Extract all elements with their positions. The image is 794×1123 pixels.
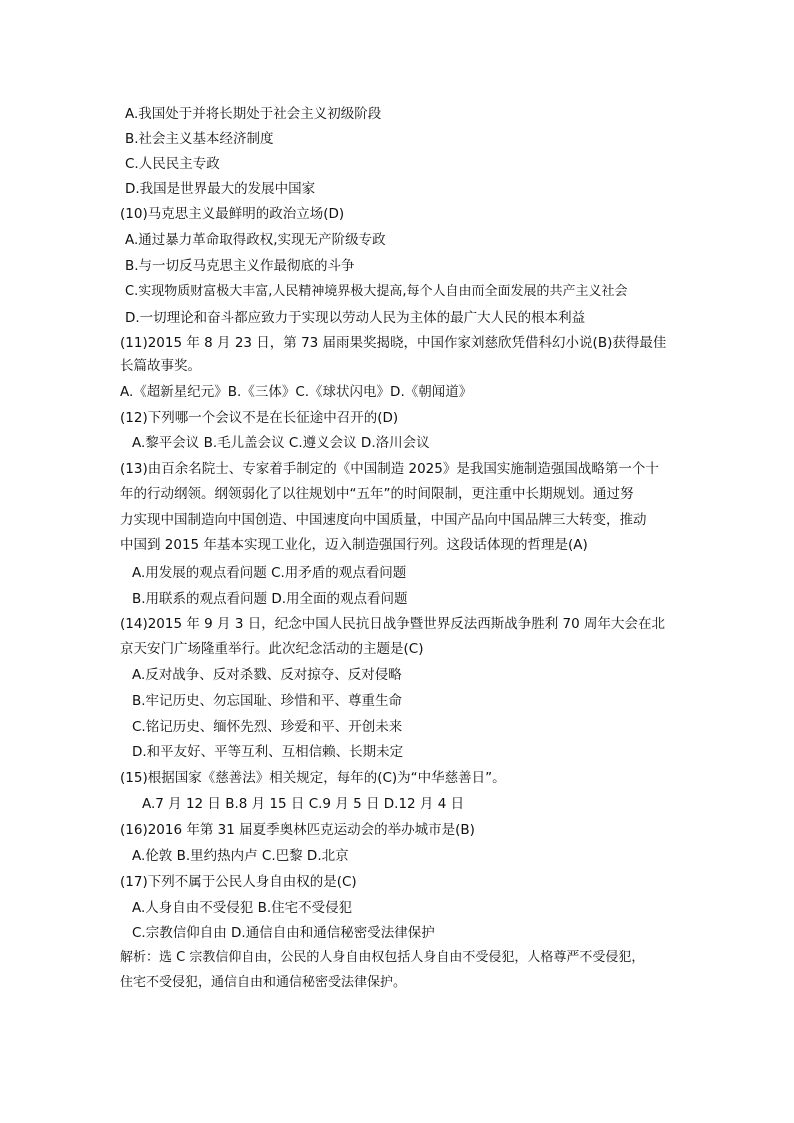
options-15: A.7 月 12 日 B.8 月 15 日 C.9 月 5 日 D.12 月 4 日 <box>142 796 465 812</box>
question-15: (15)根据国家《慈善法》相关规定，每年的(C)为“中华慈善日”。 <box>120 770 506 786</box>
option-10d: D.一切理论和奋斗都应致力于实现以劳动人民为主体的最广大人民的根本利益 <box>125 310 586 326</box>
option-14d: D.和平友好、平等互利、互相信赖、长期未定 <box>132 744 404 760</box>
option-9c: C.人民民主专政 <box>125 156 220 172</box>
question-11: (11)2015 年 8 月 23 日，第 73 届雨果奖揭晓，中国作家刘慈欣凭借科幻小说(B)获得最佳 <box>120 335 667 351</box>
question-16: (16)2016 年第 31 届夏季奥林匹克运动会的举办城市是(B) <box>120 822 475 838</box>
option-10c: C.实现物质财富极大丰富,人民精神境界极大提高,每个人自由而全面发展的共产主义社会 <box>125 284 628 299</box>
option-9d: D.我国是世界最大的发展中国家 <box>125 181 316 197</box>
options-17-cd: C.宗教信仰自由 D.通信自由和通信秘密受法律保护 <box>132 925 435 941</box>
options-13-ac: A.用发展的观点看问题 C.用矛盾的观点看问题 <box>132 565 407 581</box>
question-13-line1: (13)由百余名院士、专家着手制定的《中国制造 2025》是我国实施制造强国战略第一个十 <box>120 461 659 477</box>
options-16: A.伦敦 B.里约热内卢 C.巴黎 D.北京 <box>132 848 349 864</box>
question-13-line2: 年的行动纲领。纲领弱化了以往规划中“五年”的时间限制，更注重中长期规划。通过努 <box>120 486 634 502</box>
option-14b: B.牢记历史、勿忘国耻、珍惜和平、尊重生命 <box>132 693 403 709</box>
analysis-line2: 住宅不受侵犯，通信自由和通信秘密受法律保护。 <box>120 975 407 990</box>
question-10: (10)马克思主义最鲜明的政治立场(D) <box>120 206 345 222</box>
option-14a: A.反对战争、反对杀戮、反对掠夺、反对侵略 <box>132 667 402 683</box>
question-13-line3: 力实现中国制造向中国创造、中国速度向中国质量，中国产品向中国品牌三大转变，推动 <box>120 512 647 528</box>
options-17-ab: A.人身自由不受侵犯 B.住宅不受侵犯 <box>132 900 353 916</box>
option-10a: A.通过暴力革命取得政权,实现无产阶级专政 <box>125 232 386 248</box>
question-14-cont: 京天安门广场隆重举行。此次纪念活动的主题是(C) <box>120 641 424 657</box>
question-12: (12)下列哪一个会议不是在长征途中召开的(D) <box>120 410 399 426</box>
option-10b: B.与一切反马克思主义作最彻底的斗争 <box>125 258 355 274</box>
question-13-line4: 中国到 2015 年基本实现工业化，迈入制造强国行列。这段话体现的哲理是(A) <box>120 537 588 553</box>
option-9a: A.我国处于并将长期处于社会主义初级阶段 <box>125 106 382 122</box>
question-17: (17)下列不属于公民人身自由权的是(C) <box>120 874 357 890</box>
options-11: A.《超新星纪元》B.《三体》C.《球状闪电》D.《朝闻道》 <box>120 384 473 400</box>
option-14c: C.铭记历史、缅怀先烈、珍爱和平、开创未来 <box>132 719 403 735</box>
question-14: (14)2015 年 9 月 3 日，纪念中国人民抗日战争暨世界反法西斯战争胜利 70 周年大会在北 <box>120 616 665 632</box>
option-9b: B.社会主义基本经济制度 <box>125 131 274 147</box>
options-12: A.黎平会议 B.毛儿盖会议 C.遵义会议 D.洛川会议 <box>132 435 430 451</box>
analysis-line1: 解析：选 C 宗教信仰自由，公民的人身自由权包括人身自由不受侵犯，人格尊严不受侵犯， <box>120 950 645 965</box>
question-11-cont: 长篇故事奖。 <box>120 358 201 374</box>
options-13-bd: B.用联系的观点看问题 D.用全面的观点看问题 <box>132 591 408 607</box>
